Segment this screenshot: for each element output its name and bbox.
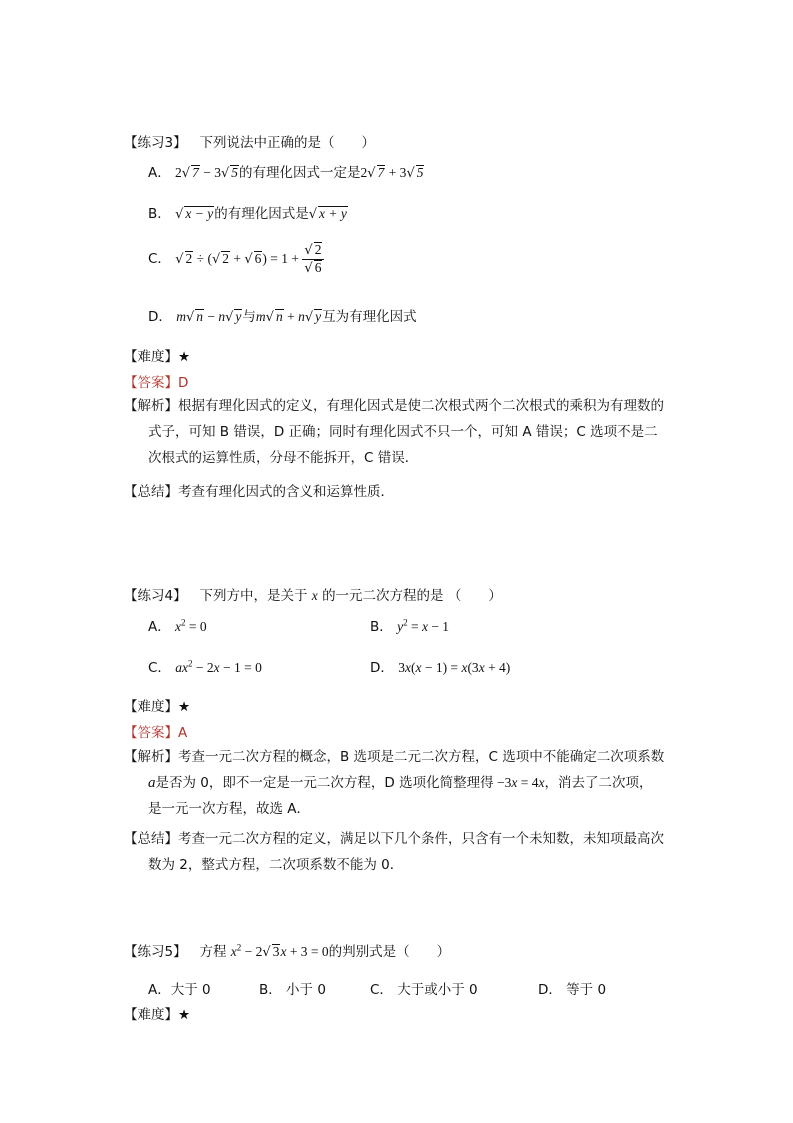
option-prefix: D． (370, 660, 394, 676)
option-text: 互为有理化因式 (322, 309, 417, 325)
summary-text: 数为 2，整式方程，二次项系数不能为 0． (148, 857, 404, 873)
q5-option-b: B． 小于 0 (259, 982, 326, 998)
q3-option-d: D． m√ n − n√ y与m√ n + n√ y互为有理化因式 (148, 309, 417, 325)
option-prefix: A． (148, 165, 171, 181)
analysis-label: 【解析】 (124, 749, 178, 765)
summary-text: 考查一元二次方程的定义，满足以下几个条件，只含有一个未知数，未知项最高次 (178, 831, 664, 847)
analysis-line: 考查一元二次方程的概念，B 选项是二元二次方程，C 选项中不能确定二次项系数 (178, 749, 665, 765)
q4-analysis: 【解析】考查一元二次方程的概念，B 选项是二元二次方程，C 选项中不能确定二次项系数 a是否为 0，即不一定是一元二次方程，D 选项化简整理得 −3x = 4x，消去了二次项， 是一元一次方程，故选 A． (124, 744, 694, 822)
analysis-line: 是一元一次方程，故选 A． (148, 801, 311, 817)
q4-option-d: D． 3x(x − 1) = x(3x + 4) (370, 660, 511, 676)
analysis-line: 是否为 0，即不一定是一元二次方程，D 选项化简整理得 (155, 775, 494, 791)
q3-analysis (124, 393, 684, 471)
option-text: 与 (242, 309, 256, 325)
q3-option-c: C． √ 2 ÷ (√ 2 + √ 6) = 1 + $\frac{√ 2}{√ 6}$ (148, 242, 324, 277)
answer-value: A (178, 725, 188, 741)
analysis-label: 【解析】 (124, 398, 178, 414)
summary-label: 【总结】 (124, 484, 178, 500)
option-prefix: B． (148, 206, 171, 222)
answer-value: D (178, 375, 189, 391)
analysis-line: 式子，可知 B 错误，D 正确；同时有理化因式不只一个，可知 A 错误；C 选项不是二 (148, 424, 658, 440)
difficulty-stars: ★ (178, 699, 191, 715)
option-prefix: D． (148, 309, 172, 325)
difficulty-label: 【难度】 (124, 349, 178, 365)
q4-answer (124, 721, 187, 741)
q4-stem: 的一元二次方程的是 （ ） (322, 588, 502, 604)
option-text: 的有理化因式一定是 (239, 165, 361, 181)
difficulty-label: 【难度】 (124, 1007, 178, 1023)
difficulty-stars: ★ (178, 349, 191, 365)
q5-stem: 的判别式是（ ） (328, 944, 451, 960)
q4-option-b: B． $y^2 = x - 1$ (370, 617, 450, 635)
q5-option-c: C． 大于或小于 0 (370, 982, 478, 998)
q5-difficulty (124, 1003, 190, 1023)
difficulty-label: 【难度】 (124, 699, 178, 715)
q4-option-c: C． $ax^2 - 2x - 1 = 0$ (148, 658, 262, 676)
option-prefix: C． (148, 250, 171, 267)
q4-option-a: A． $x^2 = 0$ (148, 617, 207, 635)
q5-label: 【练习5】 (124, 944, 187, 960)
q5-stem: 方程 (199, 944, 227, 960)
answer-label: 【答案】 (124, 375, 178, 391)
q5-title: 【练习5】 方程 $x^2 - 2√$ 3x + 3 = 0的判别式是（ ） (124, 942, 451, 960)
q4-title: 【练习4】 下列方中，是关于 x 的一元二次方程的是 （ ） (124, 588, 502, 604)
option-prefix: C． (148, 660, 171, 676)
analysis-line: ，消去了二次项， (544, 775, 653, 791)
q3-stem: 下列说法中正确的是（ ） (199, 135, 375, 151)
q3-label: 【练习3】 (124, 135, 187, 151)
difficulty-stars: ★ (178, 1007, 191, 1023)
fraction: $\frac{√ 2}{√ 6}$ (302, 242, 324, 277)
q4-summary (124, 826, 694, 878)
q3-summary (124, 480, 394, 500)
q3-difficulty (124, 345, 190, 365)
option-text: 的有理化因式是 (214, 206, 309, 222)
q5-option-d: D． 等于 0 (538, 982, 607, 998)
q3-option-b: B． √ x − y的有理化因式是√ x + y (148, 206, 347, 222)
q3-option-a: A． 2√ 7 − 3√ 5的有理化因式一定是2√ 7 + 3√ 5 (148, 165, 424, 181)
q3-answer (124, 371, 188, 391)
q5-option-a: A．大于 0 (148, 982, 211, 998)
option-prefix: A． (148, 619, 171, 635)
analysis-line: 次根式的运算性质，分母不能拆开，C 错误． (148, 450, 419, 466)
q4-label: 【练习4】 (124, 588, 187, 604)
q4-stem: 下列方中，是关于 (199, 588, 308, 604)
q4-difficulty (124, 695, 190, 715)
answer-label: 【答案】 (124, 725, 178, 741)
analysis-line: 根据有理化因式的定义，有理化因式是使二次根式两个二次根式的乘积为有理数的 (178, 398, 664, 414)
option-prefix: B． (370, 619, 393, 635)
summary-label: 【总结】 (124, 831, 178, 847)
q3-title (124, 131, 375, 151)
summary-text: 考查有理化因式的含义和运算性质． (178, 484, 394, 500)
